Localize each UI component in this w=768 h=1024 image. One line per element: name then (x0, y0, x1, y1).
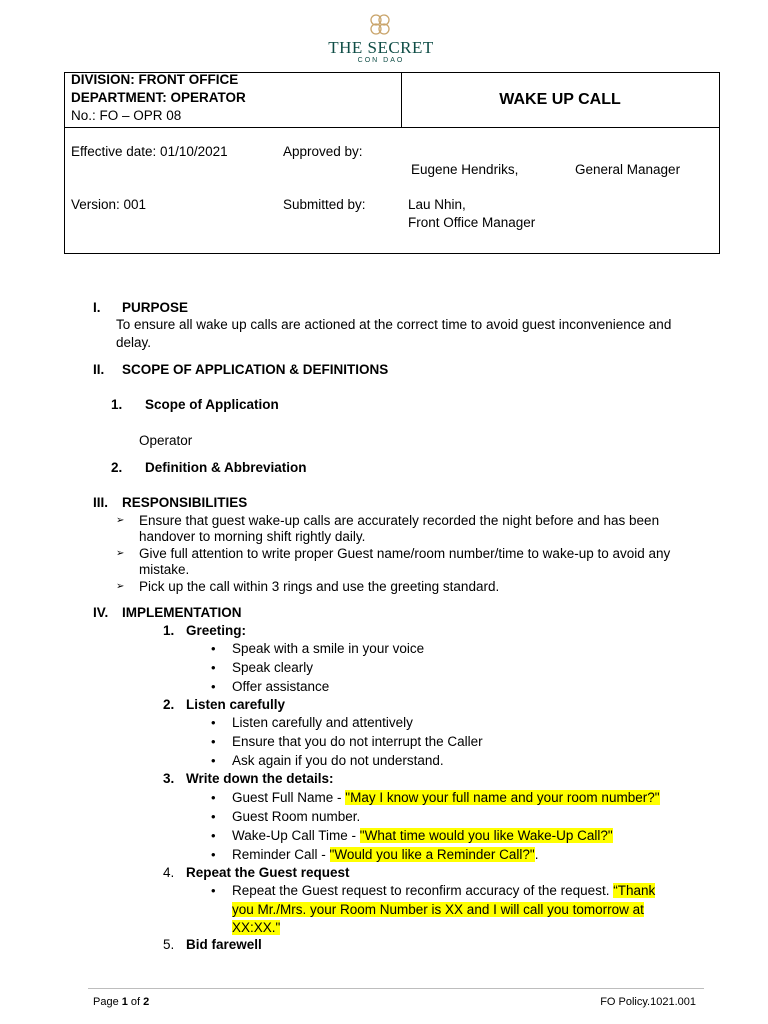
brand-subtitle: CON DAO (357, 57, 405, 64)
step-number: 2. (163, 697, 175, 712)
subsection-title: Definition & Abbreviation (145, 460, 307, 475)
list-item: Listen carefully and attentively (232, 715, 413, 730)
submitter-role: Front Office Manager (408, 215, 536, 230)
section-number: I. (93, 300, 101, 315)
repeat-text: Repeat the Guest request to reconfirm accuracy of the request. (232, 883, 614, 898)
section-title: RESPONSIBILITIES (122, 495, 248, 510)
arrow-bullet-icon: ➢ (116, 581, 125, 592)
division-label: DIVISION: FRONT OFFICE (71, 72, 239, 87)
effective-date: Effective date: 01/10/2021 (71, 144, 228, 159)
bullet-icon: • (211, 883, 216, 898)
list-item (232, 847, 538, 862)
detail-label: Wake-Up Call Time - (232, 828, 360, 843)
list-item-continued (232, 920, 280, 935)
list-item: mistake. (139, 562, 190, 577)
subsection-number: 1. (111, 397, 123, 412)
list-item (232, 828, 613, 843)
list-item: Speak clearly (232, 660, 314, 675)
highlighted-quote: "Would you like a Reminder Call?" (329, 847, 535, 862)
bullet-icon: • (211, 847, 216, 862)
bullet-icon: • (211, 809, 216, 824)
bullet-icon: • (211, 715, 216, 730)
step-number: 5. (163, 937, 175, 952)
list-item (232, 883, 655, 898)
scope-text: Operator (139, 433, 193, 448)
step-title: Bid farewell (186, 937, 262, 952)
list-item: handover to morning shift rightly daily. (139, 529, 366, 544)
brand-name: THE SECRET (328, 38, 434, 57)
bullet-icon: • (211, 828, 216, 843)
step-number: 4. (163, 865, 175, 880)
purpose-text: To ensure all wake up calls are actioned at the correct time to avoid guest inconvenience and (116, 317, 672, 332)
footer-divider (88, 988, 704, 989)
subsection-number: 2. (111, 460, 123, 475)
total-pages: 2 (143, 996, 150, 1008)
highlighted-quote: XX:XX." (232, 920, 281, 935)
approved-by-label: Approved by: (283, 144, 363, 159)
list-item: Ensure that guest wake-up calls are accurately recorded the night before and has been (139, 513, 660, 528)
step-title: Greeting: (186, 623, 247, 638)
list-item: Guest Room number. (232, 809, 361, 824)
list-item: Pick up the call within 3 rings and use the greeting standard. (139, 579, 500, 594)
purpose-text: delay. (116, 335, 152, 350)
document-number: No.: FO – OPR 08 (71, 108, 182, 123)
step-title: Listen carefully (186, 697, 286, 712)
step-number: 1. (163, 623, 175, 638)
step-title: Write down the details: (186, 771, 334, 786)
arrow-bullet-icon: ➢ (116, 515, 125, 526)
department-label: DEPARTMENT: OPERATOR (71, 90, 246, 105)
bullet-icon: • (211, 660, 216, 675)
list-item: Speak with a smile in your voice (232, 641, 425, 656)
document-title: WAKE UP CALL (499, 91, 621, 108)
list-item-continued (232, 902, 644, 917)
section-title: IMPLEMENTATION (122, 605, 242, 620)
subsection-title: Scope of Application (145, 397, 279, 412)
approver-name: Eugene Hendriks, (411, 162, 519, 177)
highlighted-quote: "May I know your full name and your room number?" (345, 790, 660, 805)
version-label: Version: 001 (71, 197, 147, 212)
section-title: SCOPE OF APPLICATION & DEFINITIONS (122, 362, 389, 377)
bullet-icon: • (211, 753, 216, 768)
step-number: 3. (163, 771, 175, 786)
detail-tail: . (534, 847, 539, 862)
section-number: IV. (93, 605, 109, 620)
approver-role: General Manager (575, 162, 681, 177)
list-item: Offer assistance (232, 679, 330, 694)
detail-label: Reminder Call - (232, 847, 330, 862)
list-item: Ask again if you do not understand. (232, 753, 444, 768)
bullet-icon: • (211, 679, 216, 694)
step-title: Repeat the Guest request (186, 865, 350, 880)
submitter-name: Lau Nhin, (408, 197, 466, 212)
bullet-icon: • (211, 790, 216, 805)
list-item: Give full attention to write proper Guest name/room number/time to wake-up to avoid any (139, 546, 671, 561)
submitted-by-label: Submitted by: (283, 197, 366, 212)
list-item (232, 790, 660, 805)
brand-logo-icon (367, 12, 393, 38)
highlighted-quote: you Mr./Mrs. your Room Number is XX and I will call you tomorrow at (232, 902, 644, 917)
page-indicator: Page 1 of 2 (93, 996, 150, 1008)
highlighted-quote: “Thank (613, 883, 656, 898)
list-item: Ensure that you do not interrupt the Caller (232, 734, 483, 749)
detail-label: Guest Full Name - (232, 790, 346, 805)
section-number: II. (93, 362, 105, 377)
current-page: 1 (121, 996, 128, 1008)
arrow-bullet-icon: ➢ (116, 548, 125, 559)
highlighted-quote: "What time would you like Wake-Up Call?" (359, 828, 613, 843)
policy-code: FO Policy.1021.001 (600, 996, 696, 1008)
section-number: III. (93, 495, 109, 510)
bullet-icon: • (211, 734, 216, 749)
bullet-icon: • (211, 641, 216, 656)
section-title: PURPOSE (122, 300, 189, 315)
